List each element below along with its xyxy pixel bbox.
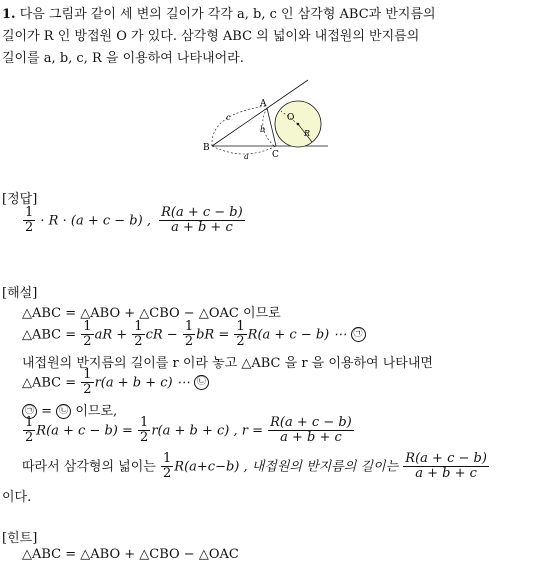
solution-line-3: 내접원의 반지름의 길이를 r 이라 놓고 △ABC 을 r 을 이용하여 나타내면 bbox=[22, 356, 433, 371]
problem-line-3: 길이를 a, b, c, R 을 이용하여 나타내어라. bbox=[2, 51, 244, 66]
fraction-half: $\frac{1}{2}$ bbox=[25, 205, 34, 236]
circled-1-ref-icon: ㉠ bbox=[22, 404, 37, 419]
answer-header: [정답] bbox=[2, 192, 38, 207]
answer-fraction: $\frac{R(a + c - b)}{a + b + c}$ bbox=[161, 205, 243, 236]
solution-line-7: 따라서 삼각형의 넓이는 $\frac{1}{2}$ R(a+c−b) , 내접원의 반지름의 길이는 $\frac{R(a + c - b)}{a + b + c}$ bbox=[22, 451, 487, 482]
hint-header: [힌트] bbox=[2, 531, 38, 546]
solution-line-6: $\frac{1}{2}$ R(a + c − b) = $\frac{1}{2}$ r(a + b + c) , r = $\frac{R(a + c - b)}{a + b + c}$ bbox=[25, 415, 352, 446]
answer-expression bbox=[22, 206, 246, 236]
label-b-vertex: B bbox=[203, 143, 210, 153]
problem-text-1: 다음 그림과 같이 세 변의 길이가 각각 a, b, c 인 삼각형 ABC과 반지름의 bbox=[19, 7, 436, 22]
problem-line-2: 길이가 R 인 방접원 O 가 있다. 삼각형 ABC 의 넓이와 내접원의 반지름의 bbox=[2, 29, 420, 44]
problem-number: 1. bbox=[2, 7, 16, 22]
label-a-vertex: A bbox=[260, 99, 267, 109]
solution-header: [해설] bbox=[2, 286, 38, 301]
label-side-b: b bbox=[260, 125, 266, 134]
label-c-vertex: C bbox=[272, 150, 279, 160]
excircle-figure bbox=[200, 76, 340, 164]
label-r: R bbox=[304, 129, 311, 138]
solution-line-1: △ABC = △ABO + △CBO − △OAC 이므로 bbox=[22, 306, 281, 321]
answer-expr-1: · R · (a + c − b) , bbox=[40, 213, 151, 229]
center-point bbox=[297, 123, 300, 126]
solution-line-4: △ABC = $\frac{1}{2}$ r(a + b + c) ⋯ ㉡ bbox=[22, 368, 209, 398]
circled-2-ref-icon: ㉡ bbox=[56, 404, 71, 419]
problem-line-1 bbox=[2, 3, 436, 22]
solution-line-2: △ABC = $\frac{1}{2}$ aR + $\frac{1}{2}$ cR − $\frac{1}{2}$ bR = $\frac{1}{2}$ R(a + c − b) ⋯ ㉠ bbox=[22, 320, 366, 350]
label-side-c: c bbox=[226, 113, 231, 122]
side-ac bbox=[267, 108, 276, 146]
solution-line-8: 이다. bbox=[2, 490, 32, 505]
solution-line-5: ㉠ = ㉡ 이므로, bbox=[22, 400, 117, 419]
circled-1-icon: ㉠ bbox=[351, 327, 366, 342]
label-side-a: a bbox=[244, 152, 249, 161]
circled-2-icon: ㉡ bbox=[194, 375, 209, 390]
hint-text: △ABC = △ABO + △CBO − △OAC bbox=[22, 547, 239, 562]
label-o: O bbox=[287, 113, 295, 123]
